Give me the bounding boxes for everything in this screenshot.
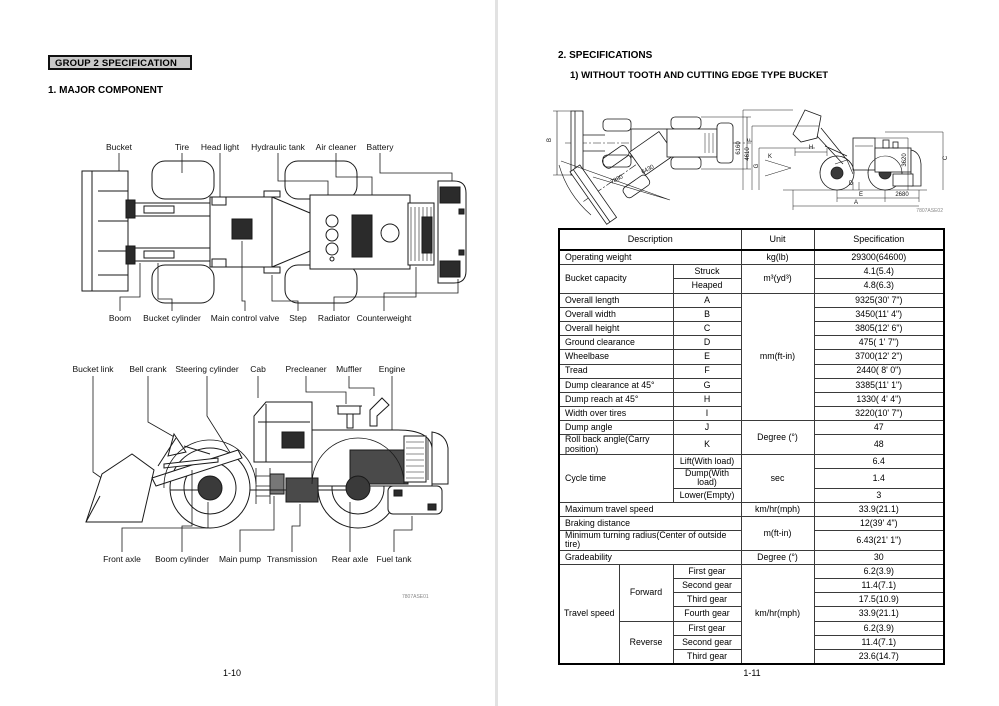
cell-desc: Overall length (559, 293, 673, 307)
component-label-steering-cylinder: Steering cylinder (175, 364, 239, 374)
table-row (559, 516, 944, 530)
cell-value: 6.4 (814, 454, 944, 468)
cell-sub: Reverse (619, 621, 673, 664)
section-title-major-component: 1. MAJOR COMPONENT (48, 85, 164, 96)
cell-desc: Bucket capacity (559, 265, 673, 293)
cell-value: 3 (814, 488, 944, 502)
header-description: Description (559, 229, 741, 250)
component-label-step: Step (289, 313, 307, 323)
component-label-rear-axle: Rear axle (331, 554, 369, 564)
cell-value: 17.5(10.9) (814, 593, 944, 607)
component-label-head-light: Head light (200, 142, 240, 152)
cell-unit: mm(ft-in) (741, 293, 814, 421)
cell-sub: Struck (673, 265, 741, 279)
cell-desc: Travel speed (559, 564, 619, 664)
dim-label-f: F (748, 138, 754, 142)
cell-desc: Tread (559, 364, 673, 378)
component-label-cab: Cab (250, 364, 266, 374)
cell-sub: First gear (673, 564, 741, 578)
cell-unit: km/hr(mph) (741, 564, 814, 664)
subsection-title-bucket-type: 1) WITHOUT TOOTH AND CUTTING EDGE TYPE BUCKET (570, 70, 829, 81)
component-label-battery: Battery (366, 142, 394, 152)
cell-value: 475( 1' 7") (814, 336, 944, 350)
dim-label-height-cab: 3620 (902, 153, 908, 167)
dim-label-a: A (853, 200, 859, 206)
component-label-bucket-link: Bucket link (72, 364, 114, 374)
cell-desc: Width over tires (559, 407, 673, 421)
component-label-radiator: Radiator (317, 313, 351, 323)
cell-sub: Dump(With load) (673, 469, 741, 488)
cell-value: 3220(10' 7") (814, 407, 944, 421)
cell-value: 30 (814, 550, 944, 564)
cell-sub: Fourth gear (673, 607, 741, 621)
component-label-bucket-cylinder: Bucket cylinder (143, 313, 201, 323)
cell-value: 6.2(3.9) (814, 564, 944, 578)
cell-unit: sec (741, 454, 814, 502)
cell-desc: Cycle time (559, 454, 673, 502)
figure-code-left: 7807ASE01 (402, 594, 429, 600)
figure-code-right: 7807ASE02 (916, 208, 943, 214)
section-title-specifications: 2. SPECIFICATIONS (558, 50, 653, 61)
cell-value: 3450(11' 4") (814, 307, 944, 321)
cell-value: 9325(30' 7") (814, 293, 944, 307)
cell-unit: Degree (°) (741, 550, 814, 564)
cell-desc: Dump clearance at 45° (559, 378, 673, 392)
cell-unit: kg(lb) (741, 250, 814, 265)
component-label-engine: Engine (378, 364, 406, 374)
cell-desc: Braking distance (559, 516, 741, 530)
dim-label-e: E (858, 192, 864, 198)
component-label-bell-crank: Bell crank (129, 364, 167, 374)
cell-sub: Third gear (673, 593, 741, 607)
cell-unit: m³(yd³) (741, 265, 814, 293)
component-label-tire: Tire (174, 142, 190, 152)
cell-sub: I (673, 407, 741, 421)
dim-label-c: C (943, 155, 949, 161)
dim-label-g: G (754, 163, 760, 169)
cell-sub: B (673, 307, 741, 321)
dim-label-k: K (767, 154, 773, 160)
dim-label-h: H (808, 145, 814, 151)
cell-value: 29300(64600) (814, 250, 944, 265)
cell-sub: Lower(Empty) (673, 488, 741, 502)
component-label-muffler: Muffler (336, 364, 362, 374)
component-label-boom-cylinder: Boom cylinder (155, 554, 209, 564)
component-label-bucket: Bucket (106, 142, 132, 152)
dim-label-rear-overhang: 2680 (895, 192, 909, 198)
cell-sub: J (673, 421, 741, 435)
cell-desc: Wheelbase (559, 350, 673, 364)
cell-sub: K (673, 435, 741, 454)
cell-value: 33.9(21.1) (814, 607, 944, 621)
component-label-main-pump: Main pump (218, 554, 262, 564)
header-unit: Unit (741, 229, 814, 250)
cell-sub: Lift(With load) (673, 454, 741, 468)
cell-unit: Degree (°) (741, 421, 814, 455)
cell-desc: Overall height (559, 321, 673, 335)
component-label-fuel-tank: Fuel tank (376, 554, 412, 564)
cell-sub: Second gear (673, 635, 741, 649)
cell-sub: A (673, 293, 741, 307)
table-row (559, 454, 944, 468)
header-specification: Specification (814, 229, 944, 250)
cell-value: 33.9(21.1) (814, 502, 944, 516)
table-row (559, 564, 944, 578)
cell-value: 2440( 8' 0") (814, 364, 944, 378)
cell-desc: Dump reach at 45° (559, 392, 673, 406)
cell-value: 3700(12' 2") (814, 350, 944, 364)
table-row (559, 250, 944, 265)
cell-value: 1330( 4' 4") (814, 392, 944, 406)
cell-value: 48 (814, 435, 944, 454)
cell-desc: Overall width (559, 307, 673, 321)
component-label-precleaner: Precleaner (285, 364, 327, 374)
cell-unit: m(ft-in) (741, 516, 814, 550)
table-row (559, 421, 944, 435)
cell-desc: Operating weight (559, 250, 741, 265)
cell-value: 47 (814, 421, 944, 435)
component-label-transmission: Transmission (266, 554, 318, 564)
page-number-left: 1-10 (222, 668, 241, 678)
dim-label-b: B (547, 137, 553, 143)
component-label-hydraulic-tank: Hydraulic tank (251, 142, 305, 152)
cell-value: 4.8(6.3) (814, 279, 944, 293)
page-number-right: 1-11 (743, 668, 761, 678)
component-label-air-cleaner: Air cleaner (315, 142, 357, 152)
cell-desc: Gradeability (559, 550, 741, 564)
dim-label-height-pin: 4610 (745, 147, 751, 161)
cell-value: 11.4(7.1) (814, 578, 944, 592)
component-label-counterweight: Counterweight (356, 313, 412, 323)
component-label-front-axle: Front axle (103, 554, 141, 564)
dim-label-d: D (848, 181, 854, 187)
cell-sub: C (673, 321, 741, 335)
cell-value: 11.4(7.1) (814, 635, 944, 649)
component-label-main-control-valve: Main control valve (210, 313, 280, 323)
cell-desc: Minimum turning radius(Center of outside tire) (559, 531, 741, 550)
component-label-boom: Boom (108, 313, 132, 323)
cell-sub: First gear (673, 621, 741, 635)
cell-sub: G (673, 378, 741, 392)
cell-sub: Heaped (673, 279, 741, 293)
cell-desc: Maximum travel speed (559, 502, 741, 516)
cell-value: 23.6(14.7) (814, 649, 944, 664)
cell-value: 3805(12' 6") (814, 321, 944, 335)
cell-sub: H (673, 392, 741, 406)
page-divider (495, 0, 498, 706)
cell-desc: Roll back angle(Carry position) (559, 435, 673, 454)
table-row (559, 550, 944, 564)
loader-side-view-diagram (60, 376, 470, 552)
cell-unit: km/hr(mph) (741, 502, 814, 516)
table-row (559, 265, 944, 279)
dim-label-radius-inner: 6430 (640, 164, 656, 176)
cell-value: 6.43(21' 1") (814, 531, 944, 550)
cell-sub: F (673, 364, 741, 378)
cell-sub: Forward (619, 564, 673, 621)
cell-value: 6.2(3.9) (814, 621, 944, 635)
cell-desc: Dump angle (559, 421, 673, 435)
cell-value: 3385(11' 1") (814, 378, 944, 392)
cell-sub: D (673, 336, 741, 350)
group-header: GROUP 2 SPECIFICATION (48, 55, 192, 70)
dim-label-height-max: 6160 (736, 141, 742, 155)
spec-table (558, 228, 945, 665)
cell-value: 12(39' 4") (814, 516, 944, 530)
dim-label-radius-outer: 7880 (609, 174, 625, 186)
loader-plan-view-diagram (60, 153, 470, 311)
cell-sub: Third gear (673, 649, 741, 664)
cell-value: 1.4 (814, 469, 944, 488)
cell-desc: Ground clearance (559, 336, 673, 350)
table-row (559, 502, 944, 516)
cell-sub: E (673, 350, 741, 364)
table-row (559, 293, 944, 307)
cell-value: 4.1(5.4) (814, 265, 944, 279)
cell-sub: Second gear (673, 578, 741, 592)
table-header-row (559, 229, 944, 250)
